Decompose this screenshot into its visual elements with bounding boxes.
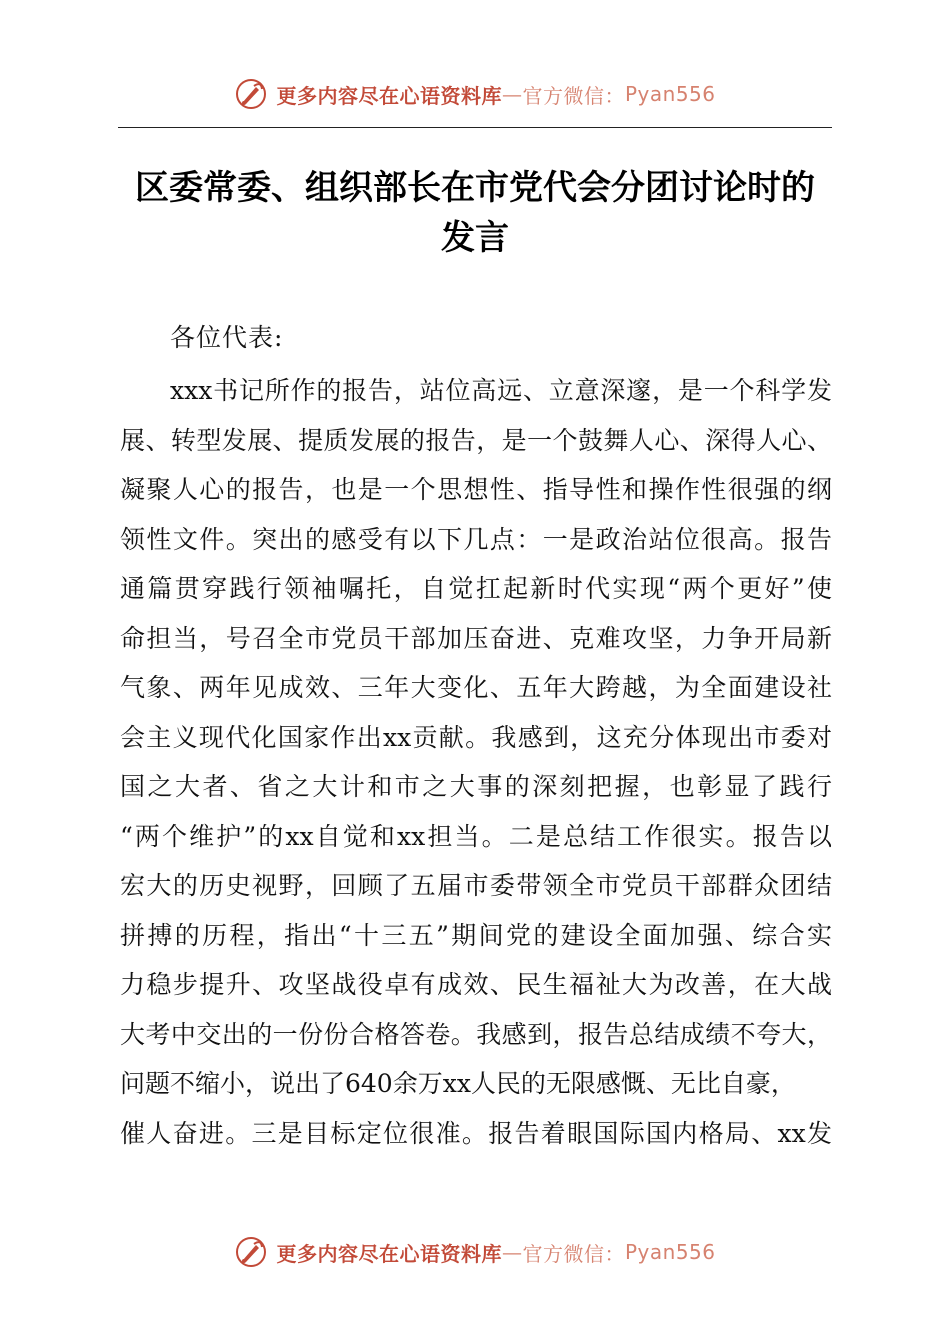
body-line: 国之大者、省之大计和市之大事的深刻把握，也彰显了践行 xyxy=(120,772,832,801)
page-title xyxy=(100,163,850,263)
banner-wechat-id: Pyan556 xyxy=(624,1240,716,1264)
body-line: 催人奋进。三是目标定位很准。报告着眼国际国内格局、xx发 xyxy=(120,1118,832,1148)
body-line: 凝聚人心的报告，也是一个思想性、指导性和操作性很强的纲 xyxy=(120,475,832,504)
footer-banner xyxy=(0,1232,950,1272)
body-line: 宏大的历史视野，回顾了五届市委带领全市党员干部群众团结 xyxy=(120,871,832,900)
banner-separator: — xyxy=(501,82,523,106)
body-line: 命担当，号召全市党员干部加压奋进、克难攻坚，力争开局新 xyxy=(120,623,832,653)
body-line: 大考中交出的一份份合格答卷。我感到，报告总结成绩不夸大， xyxy=(120,1019,832,1049)
title-line: 发言 xyxy=(441,218,509,258)
body-line: 拼搏的历程，指出“十三五”期间党的建设全面加强、综合实 xyxy=(120,920,832,950)
body-paragraph xyxy=(120,366,832,1158)
header-banner xyxy=(0,74,950,114)
body-line: 会主义现代化国家作出xx贡献。我感到，这充分体现出市委对 xyxy=(120,722,832,752)
salutation: 各位代表: xyxy=(170,323,284,352)
body-line: 力稳步提升、攻坚战役卓有成效、民生福祉大为改善，在大战 xyxy=(120,970,832,999)
header-rule xyxy=(118,127,832,128)
banner-sub-text: 官方微信： xyxy=(522,1241,625,1266)
body-line: 领性文件。突出的感受有以下几点：一是政治站位很高。报告 xyxy=(120,524,832,554)
body-line: 通篇贯穿践行领袖嘱托，自觉扛起新时代实现“两个更好”使 xyxy=(120,574,832,603)
pen-logo-icon xyxy=(234,1235,268,1269)
body-line: 气象、两年见成效、三年大变化、五年大跨越，为全面建设社 xyxy=(120,673,832,702)
body-line: 展、转型发展、提质发展的报告，是一个鼓舞人心、深得人心、 xyxy=(120,425,832,455)
title-line: 区委常委、组织部长在市党代会分团讨论时的 xyxy=(135,168,815,208)
banner-separator: — xyxy=(501,1240,523,1264)
body-line: 问题不缩小，说出了640余万xx人民的无限感慨、无比自豪， xyxy=(120,1069,796,1098)
body-line: “两个维护”的xx自觉和xx担当。二是总结工作很实。报告以 xyxy=(120,821,832,851)
body-line: xxx书记所作的报告，站位高远、立意深邃，是一个科学发 xyxy=(170,376,832,405)
pen-logo-icon xyxy=(234,77,268,111)
banner-main-text: 更多内容尽在心语资料库 xyxy=(276,1241,502,1266)
banner-sub-text: 官方微信： xyxy=(522,83,625,108)
banner-wechat-id: Pyan556 xyxy=(624,82,716,106)
banner-main-text: 更多内容尽在心语资料库 xyxy=(276,83,502,108)
